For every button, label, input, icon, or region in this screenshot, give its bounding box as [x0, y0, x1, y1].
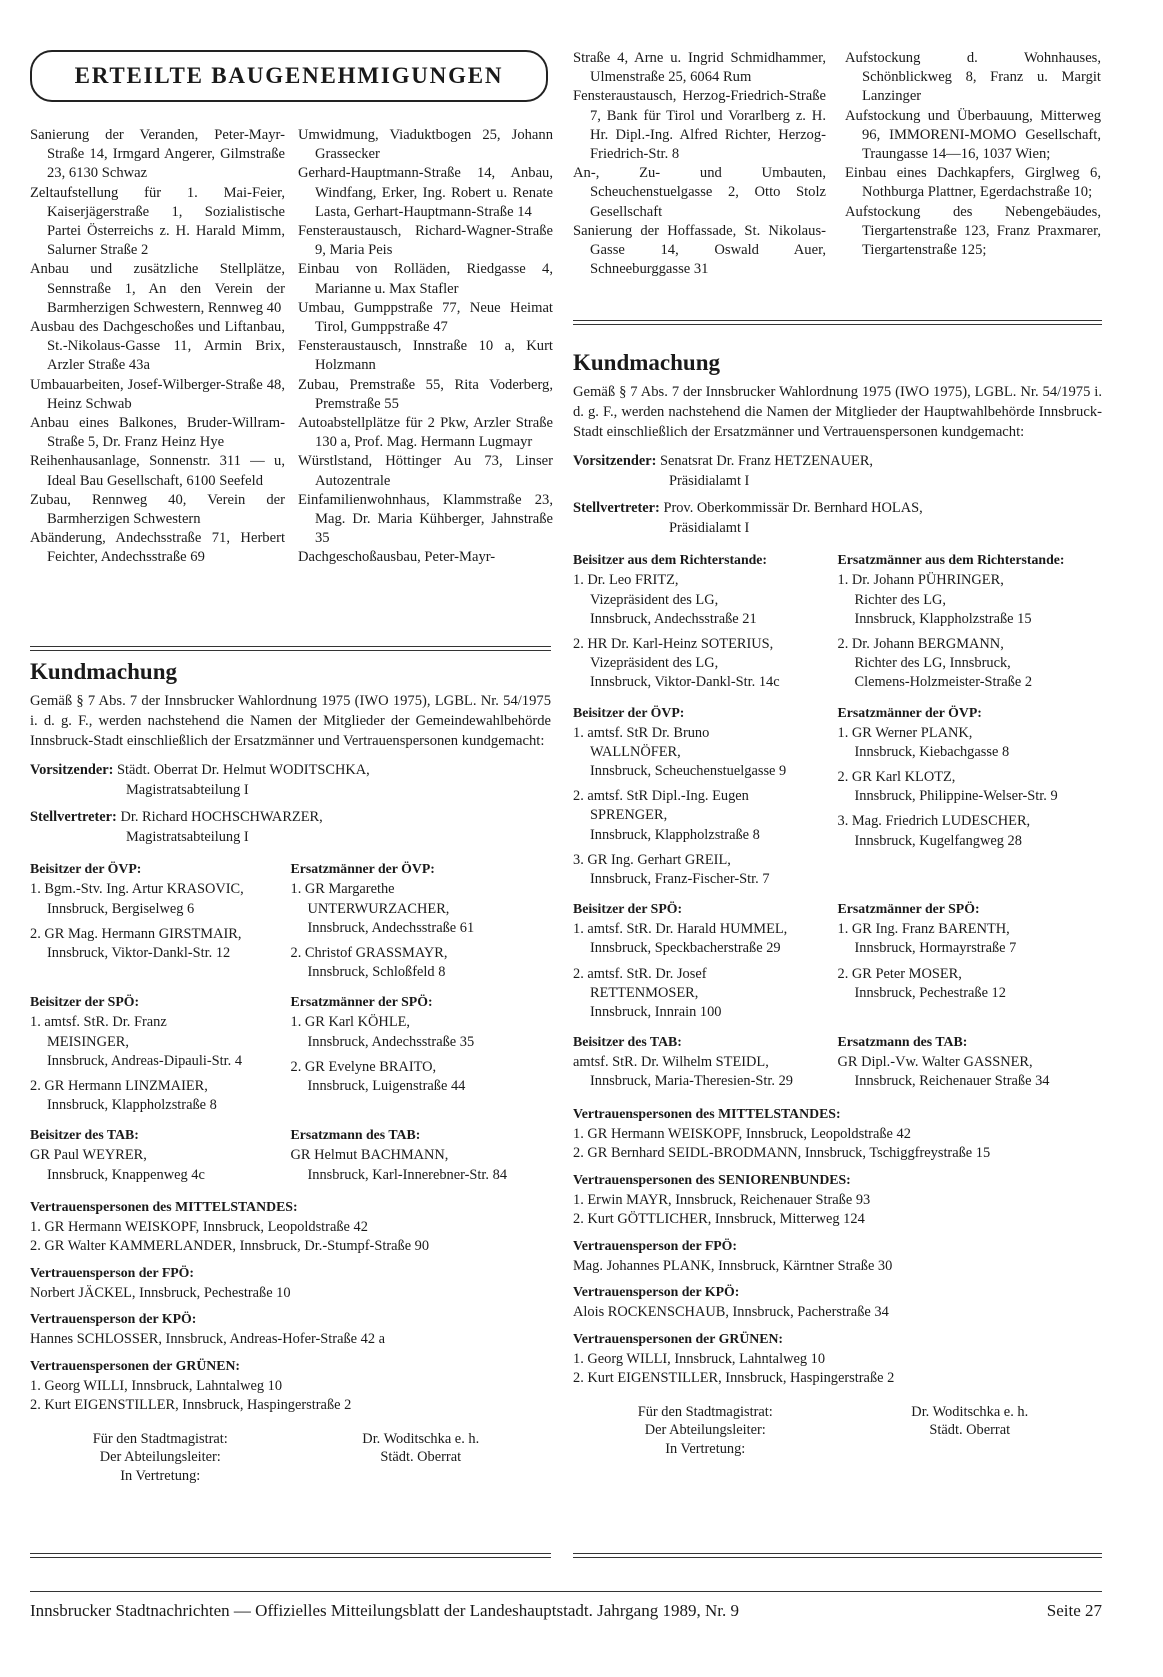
substitutes-column [838, 550, 1103, 698]
member-line: Innsbruck, Maria-Theresien-Str. 29 [590, 1073, 794, 1090]
member-block [30, 859, 551, 988]
block-heading: Beisitzer der ÖVP: [573, 704, 685, 720]
permit-entry: Umwidmung, Viaduktbogen 25, Johann Grassecker [298, 127, 553, 163]
permit-entry: Aufstockung und Überbauung, Mitterweg 96, IMMORENI-MOMO Gesellschaft, Traungasse 14—16, 1037 Wien; [845, 107, 1101, 163]
block-heading: Ersatzmänner aus dem Richterstande: [837, 552, 1065, 568]
permit-entry: Reihenhausanlage, Sonnenstr. 311 — u, Ideal Bau Gesellschaft, 6100 Seefeld [30, 453, 285, 489]
member-line: Innsbruck, Andechsstraße 61 [307, 919, 475, 936]
member-line: 2. HR Dr. Karl-Heinz SOTERIUS, [573, 636, 774, 652]
member-line: Innsbruck, Pechestraße 12 [854, 984, 1006, 1001]
signature-left [573, 1403, 838, 1459]
signature-block [30, 1430, 551, 1486]
permit-entry: Sanierung der Hoffassade, St. Nikolaus-Gasse 14, Oswald Auer, Schneeburggasse 31 [573, 222, 826, 278]
trustee-item: 1. Erwin MAYR, Innsbruck, Reichenauer Straße 93 [573, 1191, 871, 1208]
member-item [573, 724, 838, 782]
member-line: Innsbruck, Andreas-Dipauli-Str. 4 [47, 1052, 243, 1069]
signature-left [30, 1430, 291, 1486]
member-line: Innsbruck, Scheuchenstuelgasse 9 [590, 763, 787, 780]
permit-entry: Gerhard-Hauptmann-Straße 14, Anbau, Windfang, Erker, Ing. Robert u. Renate Lasta, Gerhart-Hauptmann-Straße 14 [298, 165, 553, 220]
member-line: Innsbruck, Klappholzstraße 8 [47, 1097, 217, 1114]
members-column [30, 992, 291, 1121]
deputy-name: Dr. Richard HOCHSCHWARZER, [120, 809, 323, 826]
block-heading: Ersatzmänner der ÖVP: [837, 704, 982, 720]
member-line: Innsbruck, Klappholzstraße 15 [854, 610, 1032, 627]
permit-entry: Straße 4, Arne u. Ingrid Schmidhammer, Ulmenstraße 25, 6064 Rum [573, 50, 826, 86]
footer-rule [30, 1591, 1102, 1592]
member-line: 2. amtsf. StR. Dr. Josef [573, 965, 707, 982]
permit-entry: Umbauarbeiten, Josef-Wilberger-Straße 48, Heinz Schwab [30, 376, 285, 412]
signature-line: Für den Stadtmagistrat: [92, 1430, 228, 1447]
member-item [291, 1058, 552, 1096]
chair-line [30, 761, 551, 781]
permit-entry: Zubau, Rennweg 40, Verein der Barmherzigen Schwestern [30, 491, 285, 528]
member-line: 1. GR Karl KÖHLE, [290, 1014, 411, 1031]
member-item [291, 880, 552, 938]
member-line: 2. GR Evelyne BRAITO, [290, 1058, 437, 1075]
deputy-line [30, 808, 551, 828]
trustee-heading: Vertrauensperson der KPÖ: [30, 1311, 197, 1327]
member-item [573, 571, 838, 629]
member-item [30, 925, 291, 963]
permit-entry: Zeltaufstellung für 1. Mai-Feier, Kaiserjägerstraße 1, Sozialistische Partei Österreichs z. H. Harald Mimm, Salurner Straße 2 [30, 184, 285, 259]
permit-entry: Einfamilienwohnhaus, Klammstraße 23, Mag. Dr. Maria Kühberger, Jahnstraße 35 [298, 491, 553, 547]
member-line: 1. amtsf. StR. Dr. Franz [30, 1014, 167, 1031]
member-line: Innsbruck, Schloßfeld 8 [307, 964, 446, 981]
member-line: 1. Bgm.-Stv. Ing. Artur KRASOVIC, [30, 881, 244, 898]
member-block [573, 1032, 1102, 1097]
kundmachung-title: Kundmachung [573, 350, 721, 375]
member-line: Vizepräsident des LG, [590, 591, 719, 608]
trustee-item: Mag. Johannes PLANK, Innsbruck, Kärntner Straße 30 [573, 1257, 893, 1274]
member-line: Clemens-Holzmeister-Straße 2 [854, 674, 1033, 691]
block-heading: Beisitzer der ÖVP: [30, 861, 142, 877]
permit-entry: Einbau von Rolläden, Riedgasse 4, Marianne u. Max Stafler [298, 261, 553, 297]
signature-line: Der Abteilungsleiter: [644, 1422, 766, 1439]
chair-unit: Magistratsabteilung I [126, 781, 249, 798]
deputy-entry [30, 808, 551, 847]
member-item [838, 812, 1103, 850]
signature-line: Der Abteilungsleiter: [99, 1449, 221, 1466]
trustee-heading: Vertrauenspersonen des SENIORENBUNDES: [573, 1171, 851, 1187]
signature-line: Für den Stadtmagistrat: [637, 1403, 773, 1420]
member-item [30, 880, 291, 918]
divider [30, 646, 551, 651]
trustee-item: 1. Georg WILLI, Innsbruck, Lahntalweg 10 [573, 1350, 826, 1367]
trustee-item: 1. GR Hermann WEISKOPF, Innsbruck, Leopoldstraße 42 [30, 1218, 368, 1235]
permit-entry: Anbau eines Balkones, Bruder-Willram-Straße 5, Dr. Franz Heinz Hye [30, 415, 285, 451]
member-line: 1. GR Werner PLANK, [837, 724, 973, 741]
member-line: Innsbruck, Franz-Fischer-Str. 7 [590, 871, 770, 888]
member-line: GR Helmut BACHMANN, [290, 1147, 449, 1164]
member-line: Innsbruck, Andechsstraße 21 [590, 610, 757, 627]
member-line: 1. GR Margarethe [290, 881, 395, 898]
permit-entry: Umbau, Gumppstraße 77, Neue Heimat Tirol, Gumppstraße 47 [298, 299, 553, 336]
block-heading: Ersatzmänner der SPÖ: [837, 901, 980, 917]
member-item [838, 724, 1103, 762]
member-line: Innsbruck, Viktor-Dankl-Str. 14c [590, 674, 780, 691]
member-block [573, 703, 1102, 896]
member-item [573, 920, 838, 958]
member-line: Innsbruck, Innrain 100 [590, 1004, 722, 1021]
trustee-heading: Vertrauensperson der KPÖ: [573, 1284, 740, 1300]
permit-entry: Fensteraustausch, Herzog-Friedrich-Straße 7, Bank für Tirol und Vorarlberg z. H. Hr. Dipl.-Ing. Alfred Richter, Herzog-Friedrich-Str. 8 [573, 88, 826, 163]
member-block [573, 550, 1102, 698]
member-line: Innsbruck, Kiebachgasse 8 [854, 743, 1010, 760]
signature-line: Dr. Woditschka e. h. [911, 1403, 1029, 1420]
divider [573, 320, 1102, 325]
member-line: Richter des LG, [854, 591, 947, 608]
member-item [30, 1146, 291, 1184]
kundmachung-left [30, 658, 551, 1486]
kundmachung-right [573, 349, 1102, 1458]
deputy-label: Stellvertreter: [573, 500, 660, 517]
trustee-item: 2. Kurt GÖTTLICHER, Innsbruck, Mitterweg 124 [573, 1211, 865, 1228]
block-heading: Beisitzer der SPÖ: [573, 901, 683, 917]
substitutes-column [291, 859, 552, 988]
member-line: Innsbruck, Kugelfangweg 28 [854, 832, 1022, 849]
member-line: Innsbruck, Andechsstraße 35 [307, 1033, 475, 1050]
member-line: 1. amtsf. StR Dr. Bruno [573, 724, 710, 741]
signature-block [573, 1403, 1102, 1459]
members-column [573, 703, 838, 896]
signature-right [838, 1403, 1103, 1459]
permit-entry: Dachgeschoßausbau, Peter-Mayr- [298, 549, 496, 566]
permit-entry: Fensteraustausch, Innstraße 10 a, Kurt Holzmann [298, 338, 553, 374]
members-column [573, 1032, 838, 1097]
divider [573, 1553, 1102, 1558]
block-heading: Beisitzer der SPÖ: [30, 994, 140, 1010]
member-line: GR Dipl.-Vw. Walter GASSNER, [837, 1054, 1033, 1071]
member-item [573, 1053, 838, 1091]
member-line: Innsbruck, Klappholzstraße 8 [590, 826, 760, 843]
chair-label: Vorsitzender: [573, 453, 657, 470]
trustee-item: Norbert JÄCKEL, Innsbruck, Pechestraße 10 [30, 1284, 291, 1301]
member-item [291, 1146, 552, 1184]
substitutes-column [291, 992, 552, 1121]
deputy-entry [573, 499, 1102, 538]
page-number: Seite 27 [1046, 1601, 1102, 1620]
member-item [838, 635, 1103, 693]
member-item [573, 635, 838, 693]
permit-entry: An-, Zu- und Umbauten, Scheuchenstuelgasse 2, Otto Stolz Gesellschaft [573, 165, 826, 220]
member-line: Innsbruck, Reichenauer Straße 34 [854, 1073, 1050, 1090]
signature-right [291, 1430, 552, 1486]
member-item [291, 944, 552, 982]
kundmachung-intro: Gemäß § 7 Abs. 7 der Innsbrucker Wahlordnung 1975 (IWO 1975), LGBL. Nr. 54/1975 i. d. g. F., werden nachstehend die Namen der Mitglieder der Gemeindewahlbehörde Innsbruck-Stadt einschließlich der Ersatzmänner und Vertrauenspersonen kundgemacht: [30, 693, 551, 749]
member-line: Innsbruck, Luigenstraße 44 [307, 1078, 466, 1095]
permit-entry: Sanierung der Veranden, Peter-Mayr-Straße 14, Irmgard Angerer, Gilmstraße 23, 6130 Schwaz [30, 127, 285, 182]
permit-entry: Abänderung, Andechsstraße 71, Herbert Feichter, Andechsstraße 69 [30, 530, 285, 566]
trustee-item: 2. Kurt EIGENSTILLER, Innsbruck, Haspingerstraße 2 [30, 1397, 352, 1414]
trustee-heading: Vertrauensperson der FPÖ: [573, 1237, 738, 1253]
deputy-unit: Präsidialamt I [669, 519, 750, 536]
member-item [30, 1013, 291, 1071]
kundmachung-title: Kundmachung [30, 659, 178, 684]
trustee-heading: Vertrauenspersonen des MITTELSTANDES: [30, 1198, 298, 1214]
member-line: Innsbruck, Bergiselweg 6 [47, 900, 195, 917]
block-heading: Ersatzmann des TAB: [290, 1127, 421, 1143]
member-item [838, 1053, 1103, 1091]
block-heading: Beisitzer des TAB: [30, 1127, 139, 1143]
trustee-item: 2. GR Walter KAMMERLANDER, Innsbruck, Dr.-Stumpf-Straße 90 [30, 1238, 430, 1255]
permit-entry: Ausbau des Dachgeschoßes und Liftanbau, St.-Nikolaus-Gasse 11, Armin Brix, Arzler Straße 43a [30, 319, 285, 374]
member-line: 1. Dr. Johann PÜHRINGER, [837, 572, 1004, 589]
trustee-item: 2. Kurt EIGENSTILLER, Innsbruck, Haspingerstraße 2 [573, 1370, 895, 1387]
divider [30, 1553, 551, 1558]
substitutes-column [838, 899, 1103, 1028]
member-line: Vizepräsident des LG, [590, 655, 719, 672]
members-column [573, 550, 838, 698]
chair-entry [573, 452, 1102, 491]
substitutes-column [838, 703, 1103, 896]
chair-entry [30, 761, 551, 800]
block-heading: Beisitzer des TAB: [573, 1034, 682, 1050]
deputy-line [573, 499, 1102, 519]
page-footer [30, 1600, 1102, 1622]
trustee-item: 1. GR Hermann WEISKOPF, Innsbruck, Leopoldstraße 42 [573, 1125, 911, 1142]
trustee-item: Hannes SCHLOSSER, Innsbruck, Andreas-Hofer-Straße 42 a [30, 1331, 386, 1348]
member-line: Innsbruck, Philippine-Welser-Str. 9 [854, 788, 1058, 805]
member-line: WALLNÖFER, [590, 743, 681, 760]
member-block [30, 992, 551, 1121]
member-line: 1. amtsf. StR. Dr. Harald HUMMEL, [573, 921, 788, 938]
member-line: GR Paul WEYRER, [30, 1147, 147, 1164]
signature-line: Städt. Oberrat [380, 1449, 462, 1466]
block-heading: Ersatzmann des TAB: [837, 1034, 968, 1050]
members-column [30, 1125, 291, 1190]
members-column [30, 859, 291, 988]
member-line: amtsf. StR. Dr. Wilhelm STEIDL, [573, 1054, 769, 1071]
deputy-label: Stellvertreter: [30, 809, 117, 826]
signature-line: Dr. Woditschka e. h. [362, 1430, 480, 1447]
section-title: ERTEILTE BAUGENEHMIGUNGEN [74, 63, 504, 88]
member-line: SPRENGER, [590, 807, 668, 824]
member-line: 1. Dr. Leo FRITZ, [573, 572, 679, 589]
kundmachung-intro: Gemäß § 7 Abs. 7 der Innsbrucker Wahlordnung 1975 (IWO 1975), LGBL. Nr. 54/1975 i. d. g. F., werden nachstehend die Namen der Mitglieder der Hauptwahlbehörde Innsbruck-Stadt einschließlich der Ersatzmänner und Vertrauenspersonen kundgemacht: [573, 384, 1102, 440]
member-line: 2. GR Mag. Hermann GIRSTMAIR, [30, 925, 242, 942]
trustee-item: 2. GR Bernhard SEIDL-BRODMANN, Innsbruck, Tschiggfreystraße 15 [573, 1145, 991, 1162]
deputy-unit: Magistratsabteilung I [126, 828, 249, 845]
member-item [838, 965, 1103, 1003]
member-item [291, 1013, 552, 1051]
member-line: 3. GR Ing. Gerhart GREIL, [573, 851, 731, 868]
signature-line: In Vertretung: [120, 1468, 201, 1485]
member-block [30, 1125, 551, 1190]
trustee-heading: Vertrauenspersonen der GRÜNEN: [573, 1330, 784, 1346]
signature-line: Städt. Oberrat [929, 1422, 1011, 1439]
deputy-name: Prov. Oberkommissär Dr. Bernhard HOLAS, [663, 500, 923, 517]
permit-entry: Würstlstand, Höttinger Au 73, Linser Autozentrale [298, 453, 553, 489]
member-line: RETTENMOSER, [590, 984, 699, 1001]
trustee-item: Alois ROCKENSCHAUB, Innsbruck, Pacherstraße 34 [573, 1304, 889, 1321]
permit-entry: Zubau, Premstraße 55, Rita Voderberg, Premstraße 55 [298, 376, 553, 412]
member-line: Innsbruck, Karl-Innerebner-Str. 84 [307, 1166, 508, 1183]
member-line: 2. Christof GRASSMAYR, [290, 945, 448, 961]
member-line: 2. GR Hermann LINZMAIER, [30, 1078, 208, 1095]
member-item [838, 920, 1103, 958]
member-line: Innsbruck, Hormayrstraße 7 [854, 940, 1017, 957]
member-line: Innsbruck, Viktor-Dankl-Str. 12 [47, 945, 231, 961]
chair-name: Senatsrat Dr. Franz HETZENAUER, [660, 453, 874, 470]
permit-entry: Autoabstellplätze für 2 Pkw, Arzler Straße 130 a, Prof. Mag. Hermann Lugmayr [298, 415, 553, 451]
permit-entry: Aufstockung d. Wohnhauses, Schönblickweg 8, Franz u. Margit Lanzinger [845, 50, 1101, 105]
permit-entry: Anbau und zusätzliche Stellplätze, Sennstraße 1, An den Verein der Barmherzigen Schwestern, Rennweg 40 [30, 261, 285, 316]
substitutes-column [291, 1125, 552, 1190]
substitutes-column [838, 1032, 1103, 1097]
trustee-heading: Vertrauenspersonen der GRÜNEN: [30, 1357, 241, 1373]
block-heading: Ersatzmänner der ÖVP: [290, 861, 435, 877]
chair-unit: Präsidialamt I [669, 472, 750, 489]
member-line: Richter des LG, Innsbruck, [854, 655, 1011, 672]
member-line: 2. GR Karl KLOTZ, [837, 769, 956, 786]
permit-entry: Fensteraustausch, Richard-Wagner-Straße 9, Maria Peis [298, 223, 553, 259]
trustee-heading: Vertrauensperson der FPÖ: [30, 1264, 195, 1280]
member-line: Innsbruck, Speckbacherstraße 29 [590, 940, 781, 957]
section-title-box [30, 50, 548, 102]
permits-column-2 [298, 126, 553, 568]
member-block [573, 899, 1102, 1028]
member-item [838, 768, 1103, 806]
permits-column-1 [30, 126, 285, 568]
permits-column-3 [573, 49, 826, 279]
publication-line: Innsbrucker Stadtnachrichten — Offizielles Mitteilungsblatt der Landeshauptstadt. Jahrgang 1989, Nr. 9 [30, 1601, 739, 1620]
trustee-heading: Vertrauenspersonen des MITTELSTANDES: [573, 1105, 841, 1121]
permit-entry: Einbau eines Dachkapfers, Girglweg 6, Nothburga Plattner, Egerdachstraße 10; [845, 165, 1101, 201]
member-item [573, 787, 838, 845]
trustee-item: 1. Georg WILLI, Innsbruck, Lahntalweg 10 [30, 1377, 283, 1394]
member-line: 1. GR Ing. Franz BARENTH, [837, 921, 1010, 938]
member-line: 2. amtsf. StR Dipl.-Ing. Eugen [573, 788, 749, 805]
chair-line [573, 452, 1102, 472]
chair-name: Städt. Oberrat Dr. Helmut WODITSCHKA, [117, 762, 370, 779]
permits-column-4 [845, 49, 1101, 260]
member-line: 2. GR Peter MOSER, [837, 965, 962, 982]
member-item [573, 965, 838, 1023]
member-item [838, 571, 1103, 629]
chair-label: Vorsitzender: [30, 762, 114, 779]
member-line: UNTERWURZACHER, [307, 900, 450, 917]
member-item [573, 851, 838, 889]
member-line: Innsbruck, Knappenweg 4c [47, 1166, 205, 1183]
permit-entry: Aufstockung des Nebengebäudes, Tiergartenstraße 123, Franz Praxmarer, Tiergartenstraße 125; [845, 203, 1101, 259]
member-line: MEISINGER, [47, 1033, 129, 1050]
member-item [30, 1077, 291, 1115]
member-line: 3. Mag. Friedrich LUDESCHER, [837, 813, 1031, 830]
member-line: 2. Dr. Johann BERGMANN, [837, 636, 1004, 652]
signature-line: In Vertretung: [665, 1440, 746, 1457]
members-column [573, 899, 838, 1028]
block-heading: Ersatzmänner der SPÖ: [290, 994, 433, 1010]
block-heading: Beisitzer aus dem Richterstande: [573, 552, 768, 568]
